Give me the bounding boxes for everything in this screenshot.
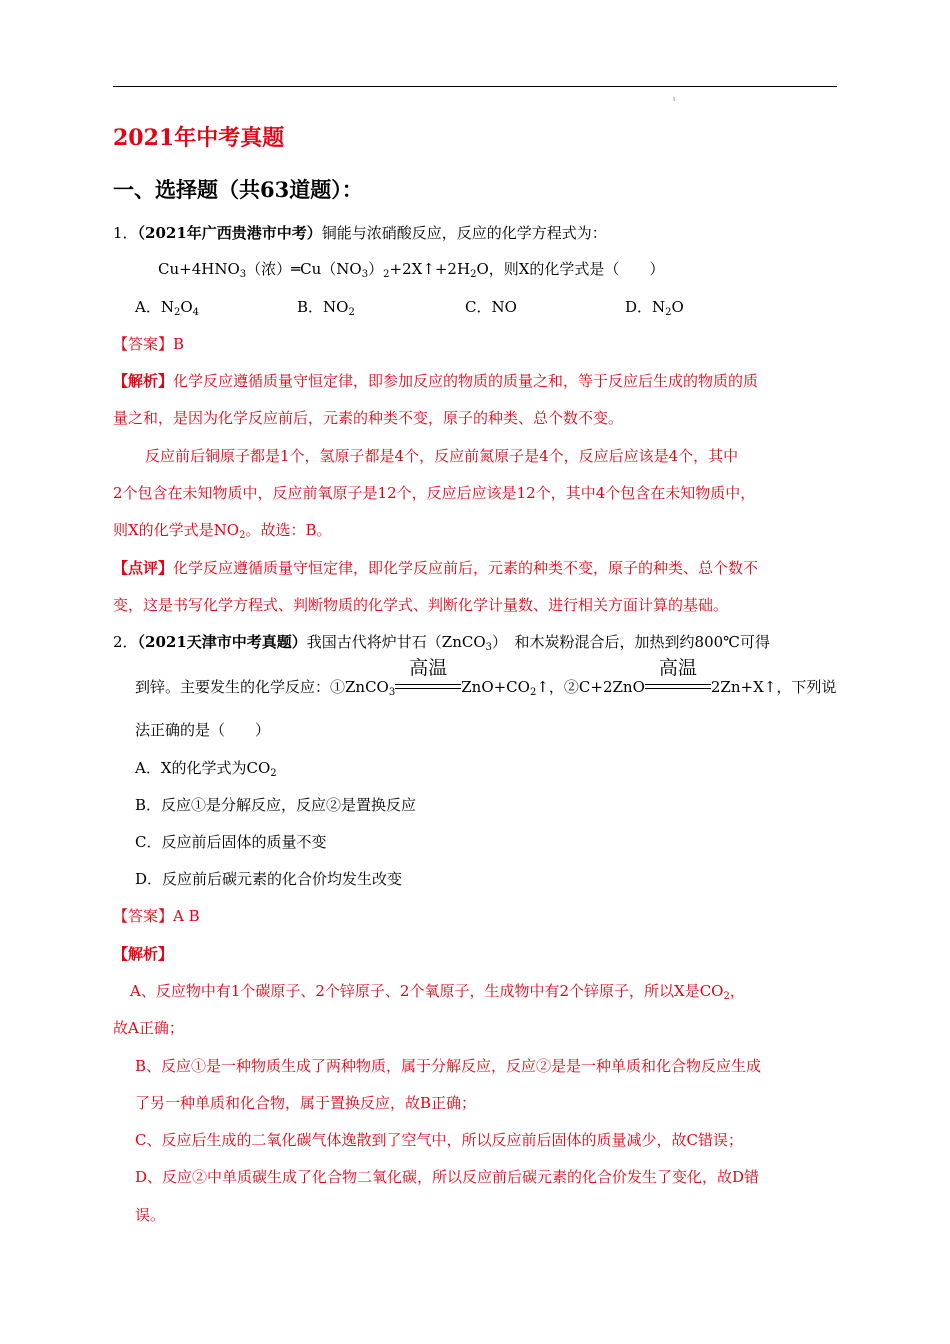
header-rule (113, 86, 837, 87)
q2-analysis-d-line-1: D、反应②中单质碳生成了化合物二氧化碳，所以反应前后碳元素的化合价发生了变化，故D错 (135, 1168, 760, 1186)
q2-option-a: A．X的化学式为$CO_2$ (135, 759, 277, 779)
q2-analysis-c-line-1: C、反应后生成的二氧化碳气体逸散到了空气中，所以反应前后固体的质量减少，故C错误； (135, 1131, 743, 1149)
q2-analysis-b-line-2: 了另一种单质和化合物，属于置换反应，故B正确； (135, 1094, 477, 1112)
q2-analysis-d-line-2: 误。 (135, 1206, 166, 1224)
q2-number: 2． (113, 633, 138, 651)
header-mark: ι (673, 96, 676, 103)
q1-analysis-line-3: 反应前后铜原子都是1个，氢原子都是4个，反应前氮原子是4个，反应后应该是4个，其中 (145, 447, 739, 465)
q1-equation: $Cu+4HNO_3$（浓）$═Cu(NO_3)_2+2X↑+2H_2O$，则X的化学式是（ ） (158, 260, 665, 280)
q1-stem-line (113, 223, 607, 243)
q2-option-d: D．反应前后碳元素的化合价均发生改变 (135, 870, 403, 888)
q1-option-b: B．$NO_2$ (297, 298, 355, 318)
section-heading: 一、选择题（共63道题）： (113, 177, 363, 202)
q1-analysis-line-5: 则X的化学式是$NO_2$。故选：B。 (113, 521, 332, 541)
q2-stem-line-3: 法正确的是（ ） (135, 721, 271, 739)
q2-stem-line-2: 到锌。主要发生的化学反应：①ZnCO$_3$ 高温 $ZnO+CO_2↑$，②C+2ZnO 高温 2Zn+X↑，下列说 (135, 657, 837, 698)
q1-option-d: D．$N_2O$ (625, 298, 684, 318)
reaction-condition-1: 高温 (395, 677, 461, 697)
q1-comment-label: 【点评】 (113, 559, 174, 577)
q1-answer: 【答案】B (113, 335, 185, 353)
q2-analysis-label: 【解析】 (113, 945, 174, 963)
q2-stem-line-1: 2．（2021天津市中考真题）我国古代将炉甘石（ZnCO$_3$） 和木炭粉混合后，加热到约800℃可得 (113, 633, 770, 653)
q1-comment-line-1: 【点评】化学反应遵循质量守恒定律，即化学反应前后，元素的种类不变，原子的种类、总个数不 (113, 559, 759, 577)
q2-analysis-a-line-1: A、反应物中有1个碳原子、2个锌原子、2个氧原子，生成物中有2个锌原子，所以X是$CO_2$， (130, 982, 745, 1002)
q2-option-b: B．反应①是分解反应，反应②是置换反应 (135, 796, 417, 814)
q1-analysis-line-2: 量之和，是因为化学反应前后，元素的种类不变，原子的种类、总个数不变。 (113, 409, 624, 427)
q1-option-a: A．$N_2O_4$ (135, 298, 200, 318)
q2-option-c: C．反应前后固体的质量不变 (135, 833, 327, 851)
page-title: 2021年中考真题 (113, 125, 285, 151)
q1-number: 1． (113, 224, 138, 242)
reaction-condition-2: 高温 (645, 677, 711, 697)
q1-source: （2021年广西贵港市中考） (137, 224, 322, 242)
q1-analysis-line-1: 【解析】化学反应遵循质量守恒定律，即参加反应的物质的质量之和，等于反应后生成的物质的质 (113, 372, 759, 390)
q2-source: （2021天津市中考真题） (137, 633, 307, 651)
q1-analysis-line-4: 2个包含在未知物质中，反应前氧原子是12个，反应后应该是12个，其中4个包含在未知物质中， (113, 484, 756, 502)
q1-analysis-label: 【解析】 (113, 372, 174, 390)
q1-comment-line-2: 变，这是书写化学方程式、判断物质的化学式、判断化学计量数、进行相关方面计算的基础。 (113, 596, 729, 614)
q2-answer: 【答案】A B (113, 907, 200, 925)
q1-option-c: C．NO (465, 298, 517, 316)
q1-stem: 铜能与浓硝酸反应，反应的化学方程式为： (321, 224, 607, 242)
q2-analysis-b-line-1: B、反应①是一种物质生成了两种物质，属于分解反应，反应②是是一种单质和化合物反应生成 (135, 1057, 762, 1075)
q2-analysis-a-line-2: 故A正确； (113, 1019, 184, 1037)
